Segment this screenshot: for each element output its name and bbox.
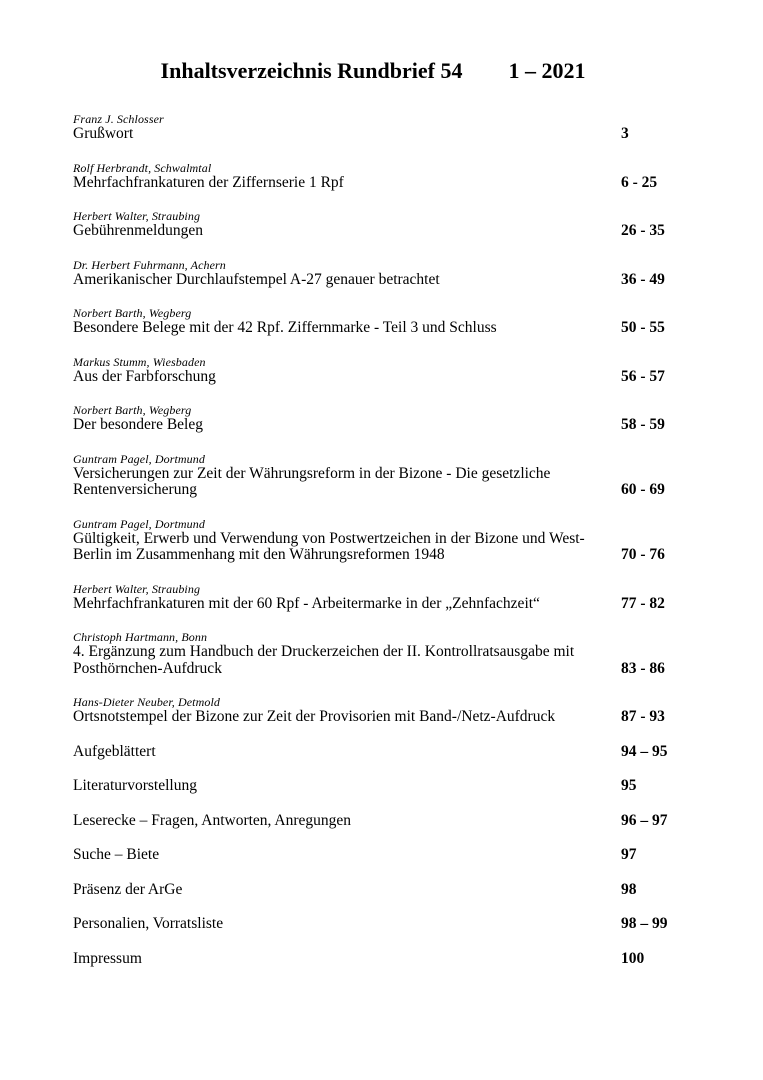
entry-title: Mehrfachfrankaturen mit der 60 Rpf - Arbeitermarke in der „Zehnfachzeit“ — [73, 594, 540, 612]
entry-pages: 94 – 95 — [621, 742, 668, 760]
entry-author: Christoph Hartmann, Bonn — [73, 630, 208, 644]
entry-title: Der besondere Beleg — [73, 416, 203, 433]
entry-pages: 83 - 86 — [621, 659, 665, 677]
toc-entry — [73, 744, 673, 761]
entry-title: Mehrfachfrankaturen der Ziffernserie 1 Rpf — [73, 173, 344, 191]
entry-row — [73, 320, 673, 337]
entry-pages: 26 - 35 — [621, 222, 665, 239]
entry-pages: 3 — [621, 125, 629, 142]
entry-title: Gebührenmeldungen — [73, 222, 203, 239]
entry-author: Herbert Walter, Straubing — [73, 581, 201, 596]
entry-pages: 98 – 99 — [621, 915, 668, 932]
entry-row — [73, 709, 673, 726]
entry-title: Impressum — [73, 949, 142, 967]
entry-row — [73, 596, 673, 613]
entry-row — [73, 531, 673, 564]
entry-row — [73, 417, 673, 434]
toc-entry — [73, 355, 673, 386]
toc-entry — [73, 403, 673, 434]
entry-pages: 87 - 93 — [621, 708, 665, 725]
toc-list — [73, 112, 673, 967]
toc-entry — [73, 582, 673, 613]
toc-entry — [73, 517, 673, 564]
toc-entry — [73, 695, 673, 726]
entry-row — [73, 126, 673, 143]
entry-author: Rolf Herbrandt, Schwalmtal — [73, 160, 212, 175]
entry-pages: 96 – 97 — [621, 811, 668, 829]
entry-author: Franz J. Schlosser — [73, 112, 164, 126]
toc-entry — [73, 161, 673, 192]
toc-entry — [73, 882, 673, 899]
entry-title: Besondere Belege mit der 42 Rpf. Ziffernmarke - Teil 3 und Schluss — [73, 319, 497, 336]
entry-pages: 56 - 57 — [621, 367, 665, 385]
entry-row — [73, 778, 673, 795]
entry-pages: 95 — [621, 777, 637, 794]
entry-row — [73, 369, 673, 386]
entry-row — [73, 466, 673, 499]
entry-pages: 6 - 25 — [621, 173, 658, 191]
entry-row — [73, 744, 673, 761]
toc-entry — [73, 112, 673, 143]
entry-author: Markus Stumm, Wiesbaden — [73, 354, 206, 369]
entry-pages: 50 - 55 — [621, 319, 665, 336]
entry-row — [73, 847, 673, 864]
entry-row — [73, 272, 673, 289]
entry-row — [73, 916, 673, 933]
entry-title: Gültigkeit, Erwerb und Verwendung von Postwertzeichen in der Bizone und West-Berlin im Zusammenhang mit den Währungsreformen 1948 — [73, 529, 585, 563]
entry-title: Personalien, Vorratsliste — [73, 915, 224, 932]
toc-entry — [73, 630, 673, 677]
page-title — [73, 58, 647, 84]
toc-entry — [73, 847, 673, 864]
entry-row — [73, 882, 673, 899]
entry-author: Norbert Barth, Wegberg — [73, 306, 192, 320]
entry-author: Guntram Pagel, Dortmund — [73, 451, 205, 466]
entry-pages: 36 - 49 — [621, 270, 665, 288]
entry-title: Präsenz der ArGe — [73, 880, 183, 898]
entry-title: Aufgeblättert — [73, 742, 156, 760]
entry-author: Herbert Walter, Straubing — [73, 209, 201, 223]
entry-pages: 58 - 59 — [621, 416, 665, 433]
entry-author: Norbert Barth, Wegberg — [73, 403, 192, 417]
entry-title: 4. Ergänzung zum Handbuch der Druckerzeichen der II. Kontrollratsausgabe mit Posthörnchen-Aufdruck — [73, 643, 575, 677]
entry-row — [73, 175, 673, 192]
entry-pages: 97 — [621, 846, 637, 863]
entry-title: Leserecke – Fragen, Antworten, Anregungen — [73, 811, 352, 829]
entry-row — [73, 813, 673, 830]
toc-issue: 1 – 2021 — [508, 58, 586, 83]
entry-title: Ortsnotstempel der Bizone zur Zeit der Provisorien mit Band-/Netz-Aufdruck — [73, 708, 556, 725]
toc-entry — [73, 813, 673, 830]
toc-entry — [73, 306, 673, 337]
entry-author: Dr. Herbert Fuhrmann, Achern — [73, 257, 226, 272]
toc-entry — [73, 778, 673, 795]
entry-title: Aus der Farbforschung — [73, 367, 216, 385]
entry-pages: 77 - 82 — [621, 594, 665, 612]
entry-row — [73, 223, 673, 240]
toc-entry — [73, 916, 673, 933]
toc-title: Inhaltsverzeichnis Rundbrief 54 — [160, 58, 463, 83]
entry-author: Guntram Pagel, Dortmund — [73, 516, 205, 531]
entry-title: Amerikanischer Durchlaufstempel A-27 genauer betrachtet — [73, 270, 440, 288]
entry-row — [73, 644, 673, 677]
toc-entry — [73, 452, 673, 499]
entry-title: Grußwort — [73, 125, 134, 142]
entry-title: Literaturvorstellung — [73, 777, 197, 794]
entry-title: Versicherungen zur Zeit der Währungsreform in der Bizone - Die gesetzliche Rentenversicherung — [73, 464, 551, 498]
entry-pages: 70 - 76 — [621, 546, 665, 563]
toc-entry — [73, 951, 673, 968]
entry-author: Hans-Dieter Neuber, Detmold — [73, 695, 221, 709]
entry-pages: 98 — [621, 880, 637, 898]
entry-pages: 100 — [621, 949, 645, 967]
entry-title: Suche – Biete — [73, 846, 160, 863]
entry-pages: 60 - 69 — [621, 481, 665, 498]
entry-row — [73, 951, 673, 968]
toc-entry — [73, 209, 673, 240]
toc-entry — [73, 258, 673, 289]
